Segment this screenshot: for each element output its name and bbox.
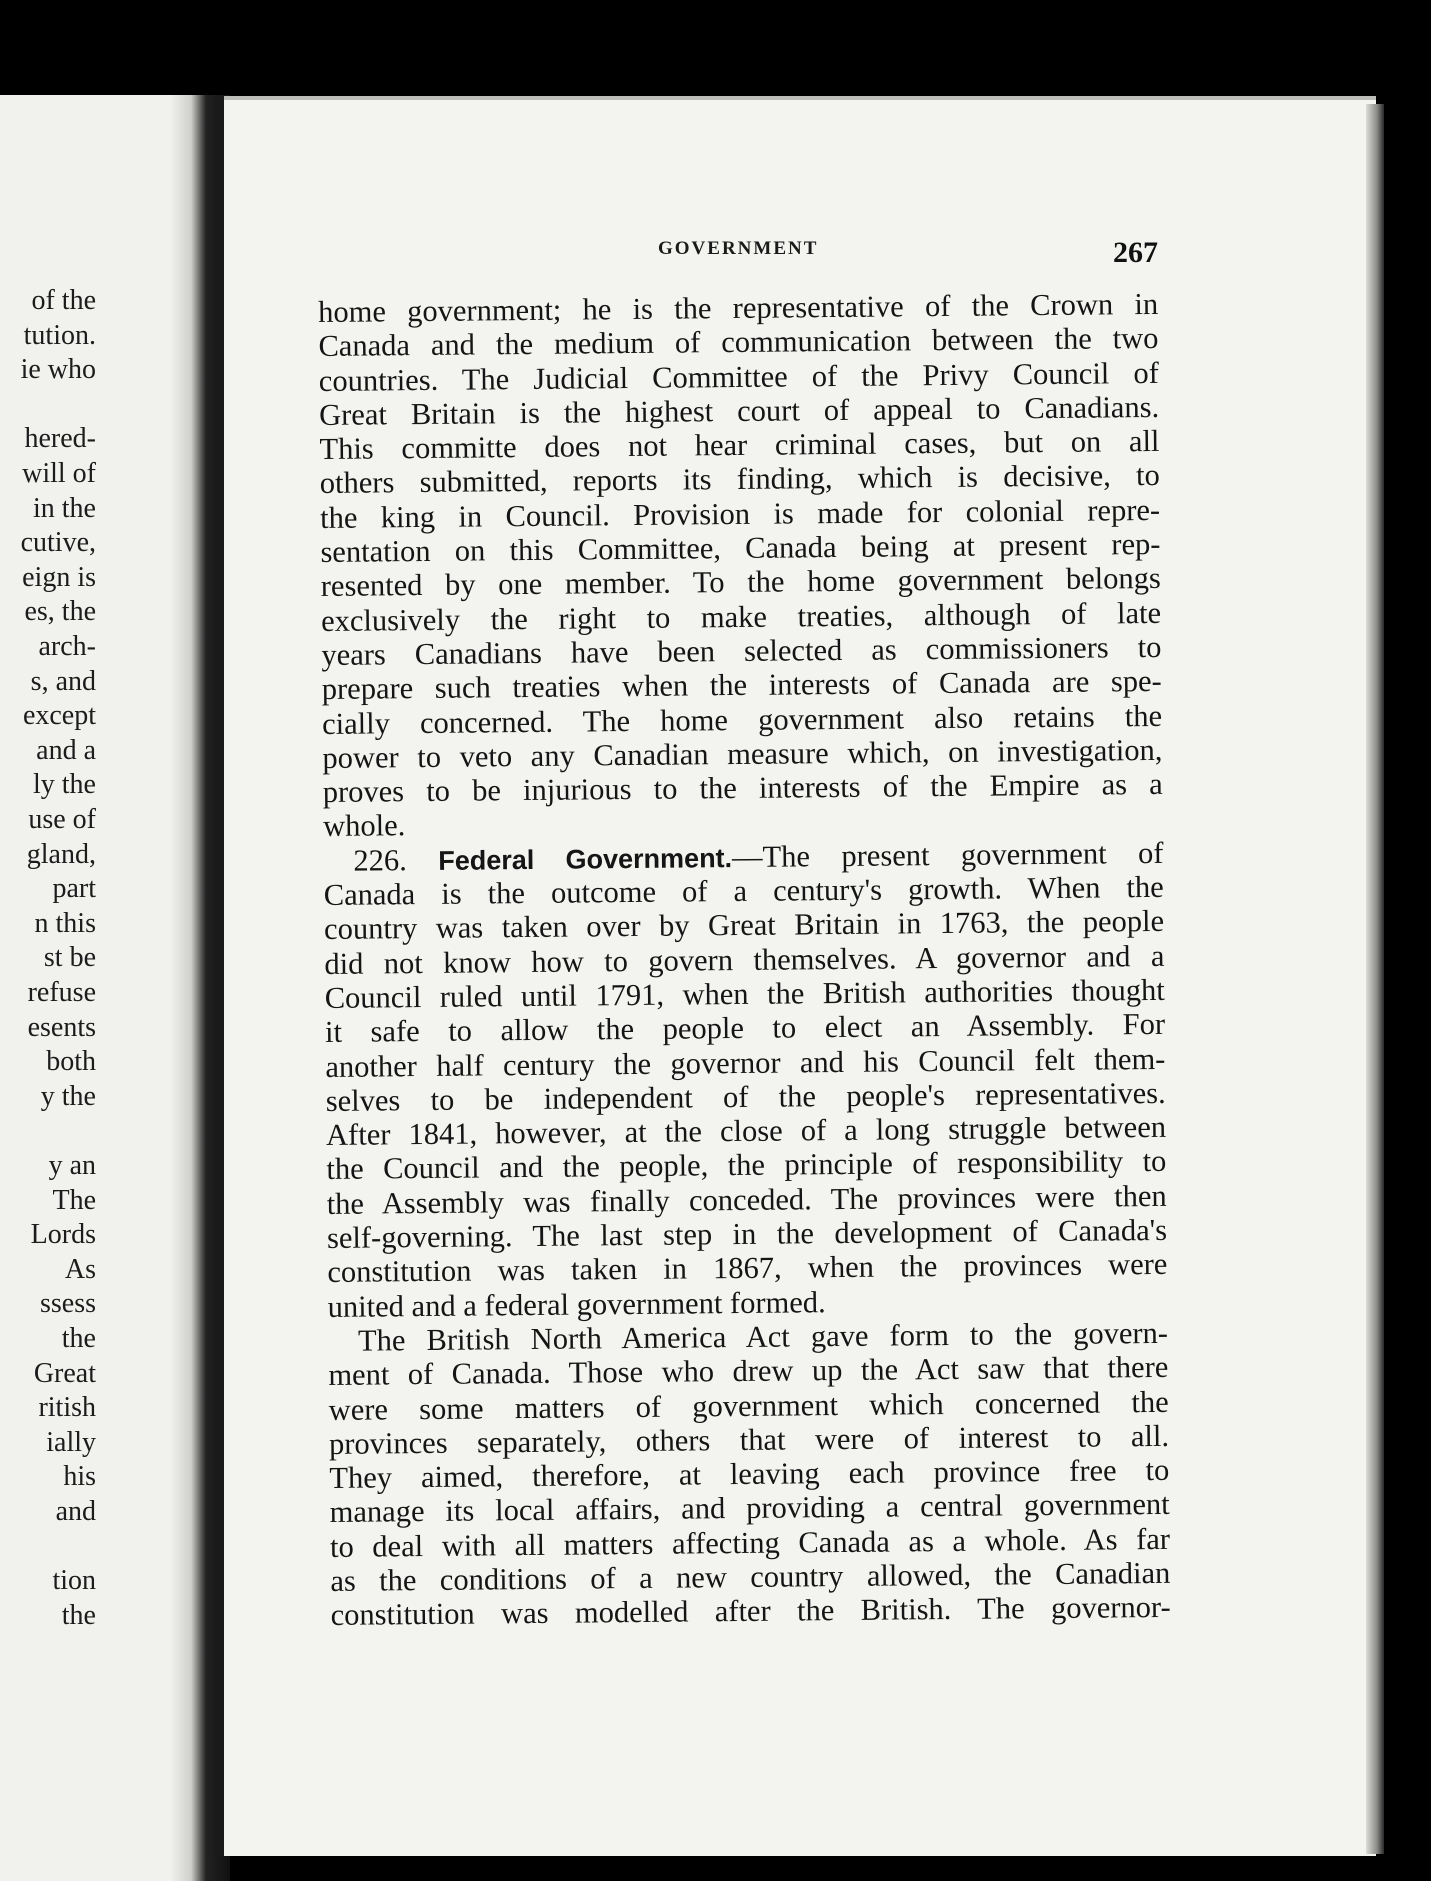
previous-page-text-fragment: es, the <box>24 596 96 628</box>
text-line: prepare such treaties when the interests of Canada are spe- <box>321 664 1162 707</box>
text-line: country was taken over by Great Britain in 1763, the people <box>323 904 1165 947</box>
previous-page-text-fragment: and <box>55 1496 96 1527</box>
previous-page-text-fragment: s, and <box>30 665 96 697</box>
previous-page-text-fragment: the <box>61 1599 96 1631</box>
previous-page-text-fragment: ially <box>46 1426 96 1458</box>
previous-page-text-fragment: in the <box>33 492 96 524</box>
text-line: the Assembly was finally conceded. The provinces were then <box>326 1178 1167 1221</box>
previous-page-text-fragment: eign is <box>22 561 96 593</box>
previous-page-text-fragment: refuse <box>27 977 96 1008</box>
text-line: years Canadians have been selected as commissioners to <box>321 629 1162 672</box>
previous-page-text-fragment: y an <box>48 1150 96 1181</box>
text-line: the Council and the people, the principle of responsibility to <box>326 1144 1167 1187</box>
text-line: whole. <box>322 808 406 844</box>
previous-page-text-fragment: ly the <box>33 769 96 801</box>
text-fragment: —The present government of <box>731 835 1164 874</box>
previous-page-text-fragment: Lords <box>30 1219 96 1251</box>
text-line: exclusively the right to make treaties, although of late <box>320 595 1162 638</box>
previous-page-text-fragment: n this <box>34 907 96 939</box>
previous-page-text-fragment: ie who <box>20 354 96 386</box>
previous-page-text-fragment: gland, <box>26 838 96 870</box>
previous-page-text-fragment: esents <box>27 1011 96 1043</box>
previous-page-text-fragment: tion <box>52 1565 96 1597</box>
text-line: cially concerned. The home government also retains the <box>321 698 1163 741</box>
previous-page-text-fragment: hered- <box>24 423 96 455</box>
text-line: The British North America Act gave form to the govern- <box>357 1315 1169 1358</box>
previous-page-text-fragment: arch- <box>38 631 96 662</box>
text-line: power to veto any Canadian measure which, on investigation, <box>322 732 1163 775</box>
text-line: another half century the governor and his Council felt them- <box>325 1041 1166 1084</box>
text-line: united and a federal government formed. <box>327 1284 826 1324</box>
previous-page-text-fragment: part <box>52 873 96 905</box>
text-line: countries. The Judicial Committee of the Privy Council of <box>318 355 1159 398</box>
previous-page-text-fragment: and a <box>36 734 96 766</box>
previous-page-text-fragment: ritish <box>38 1392 96 1424</box>
previous-page-text-fragment: y the <box>40 1080 96 1112</box>
page-body-text <box>318 287 1171 1633</box>
page-number: 267 <box>1113 236 1158 269</box>
text-line: They aimed, therefore, at leaving each province free to <box>329 1452 1170 1496</box>
text-line: This committe does not hear criminal cases, but on all <box>319 424 1160 467</box>
text-line: resented by one member. To the home government belongs <box>320 561 1161 604</box>
text-line: it safe to allow the people to elect an Assembly. For <box>324 1007 1166 1050</box>
previous-page-text-fragment: except <box>22 700 96 732</box>
previous-page-text-fragment: both <box>46 1046 96 1078</box>
previous-page-text-fragment: st be <box>43 942 96 974</box>
text-line: others submitted, reports its finding, which is decisive, to <box>319 458 1160 501</box>
text-line: were some matters of government which concerned the <box>328 1384 1169 1427</box>
previous-page-text-fragment: As <box>64 1253 96 1285</box>
previous-page-text-fragment: his <box>63 1461 96 1493</box>
previous-page-text-fragment: of the <box>31 285 96 316</box>
text-line: ment of Canada. Those who drew up the Act saw that there <box>328 1350 1169 1393</box>
text-line: did not know how to govern themselves. A governor and a <box>324 938 1165 981</box>
text-line: manage its local affairs, and providing a central government <box>329 1487 1170 1530</box>
previous-page-text-fragment: ssess <box>39 1288 96 1320</box>
previous-page-text-fragment: The <box>52 1184 96 1216</box>
text-line: self-governing. The last step in the development of Canada's <box>326 1212 1168 1255</box>
text-line: After 1841, however, at the close of a long struggle between <box>325 1110 1167 1153</box>
text-line: Council ruled until 1791, when the British authorities thought <box>324 972 1165 1015</box>
running-head: GOVERNMENT <box>658 238 819 259</box>
text-line: constitution was taken in 1867, when the provinces were <box>327 1247 1168 1290</box>
text-line: as the conditions of a new country allowed, the Canadian <box>330 1555 1171 1598</box>
page-edge <box>1366 104 1384 1854</box>
previous-page-text-fragment: cutive, <box>20 527 96 559</box>
text-line: constitution was modelled after the British. The governor- <box>330 1590 1171 1633</box>
text-line: home government; he is the representative of the Crown in <box>318 286 1159 329</box>
section-title: Federal Government. <box>438 842 733 876</box>
text-line: sentation on this Committee, Canada being at present rep- <box>320 527 1161 570</box>
previous-page-text-fragment: will of <box>22 458 96 489</box>
text-line: provinces separately, others that were of interest to all. <box>328 1418 1170 1461</box>
text-line: proves to be injurious to the interests of the Empire as a <box>322 767 1163 810</box>
previous-page-text-fragment: the <box>61 1323 96 1354</box>
text-line: to deal with all matters affecting Canada as a whole. As far <box>329 1521 1171 1564</box>
previous-page-text-fragment: Great <box>33 1357 96 1389</box>
text-line: the king in Council. Provision is made for colonial repre- <box>319 492 1161 535</box>
previous-page-text-fragment: tution. <box>23 319 96 351</box>
text-line: Great Britain is the highest court of appeal to Canadians. <box>318 389 1160 432</box>
text-line: Canada is the outcome of a century's growth. When the <box>323 869 1164 913</box>
section-number: 226. <box>353 842 407 878</box>
text-line: selves to be independent of the people's representatives. <box>325 1075 1166 1118</box>
previous-page-text-fragment: use of <box>28 804 96 835</box>
text-line: Canada and the medium of communication between the two <box>318 321 1159 364</box>
